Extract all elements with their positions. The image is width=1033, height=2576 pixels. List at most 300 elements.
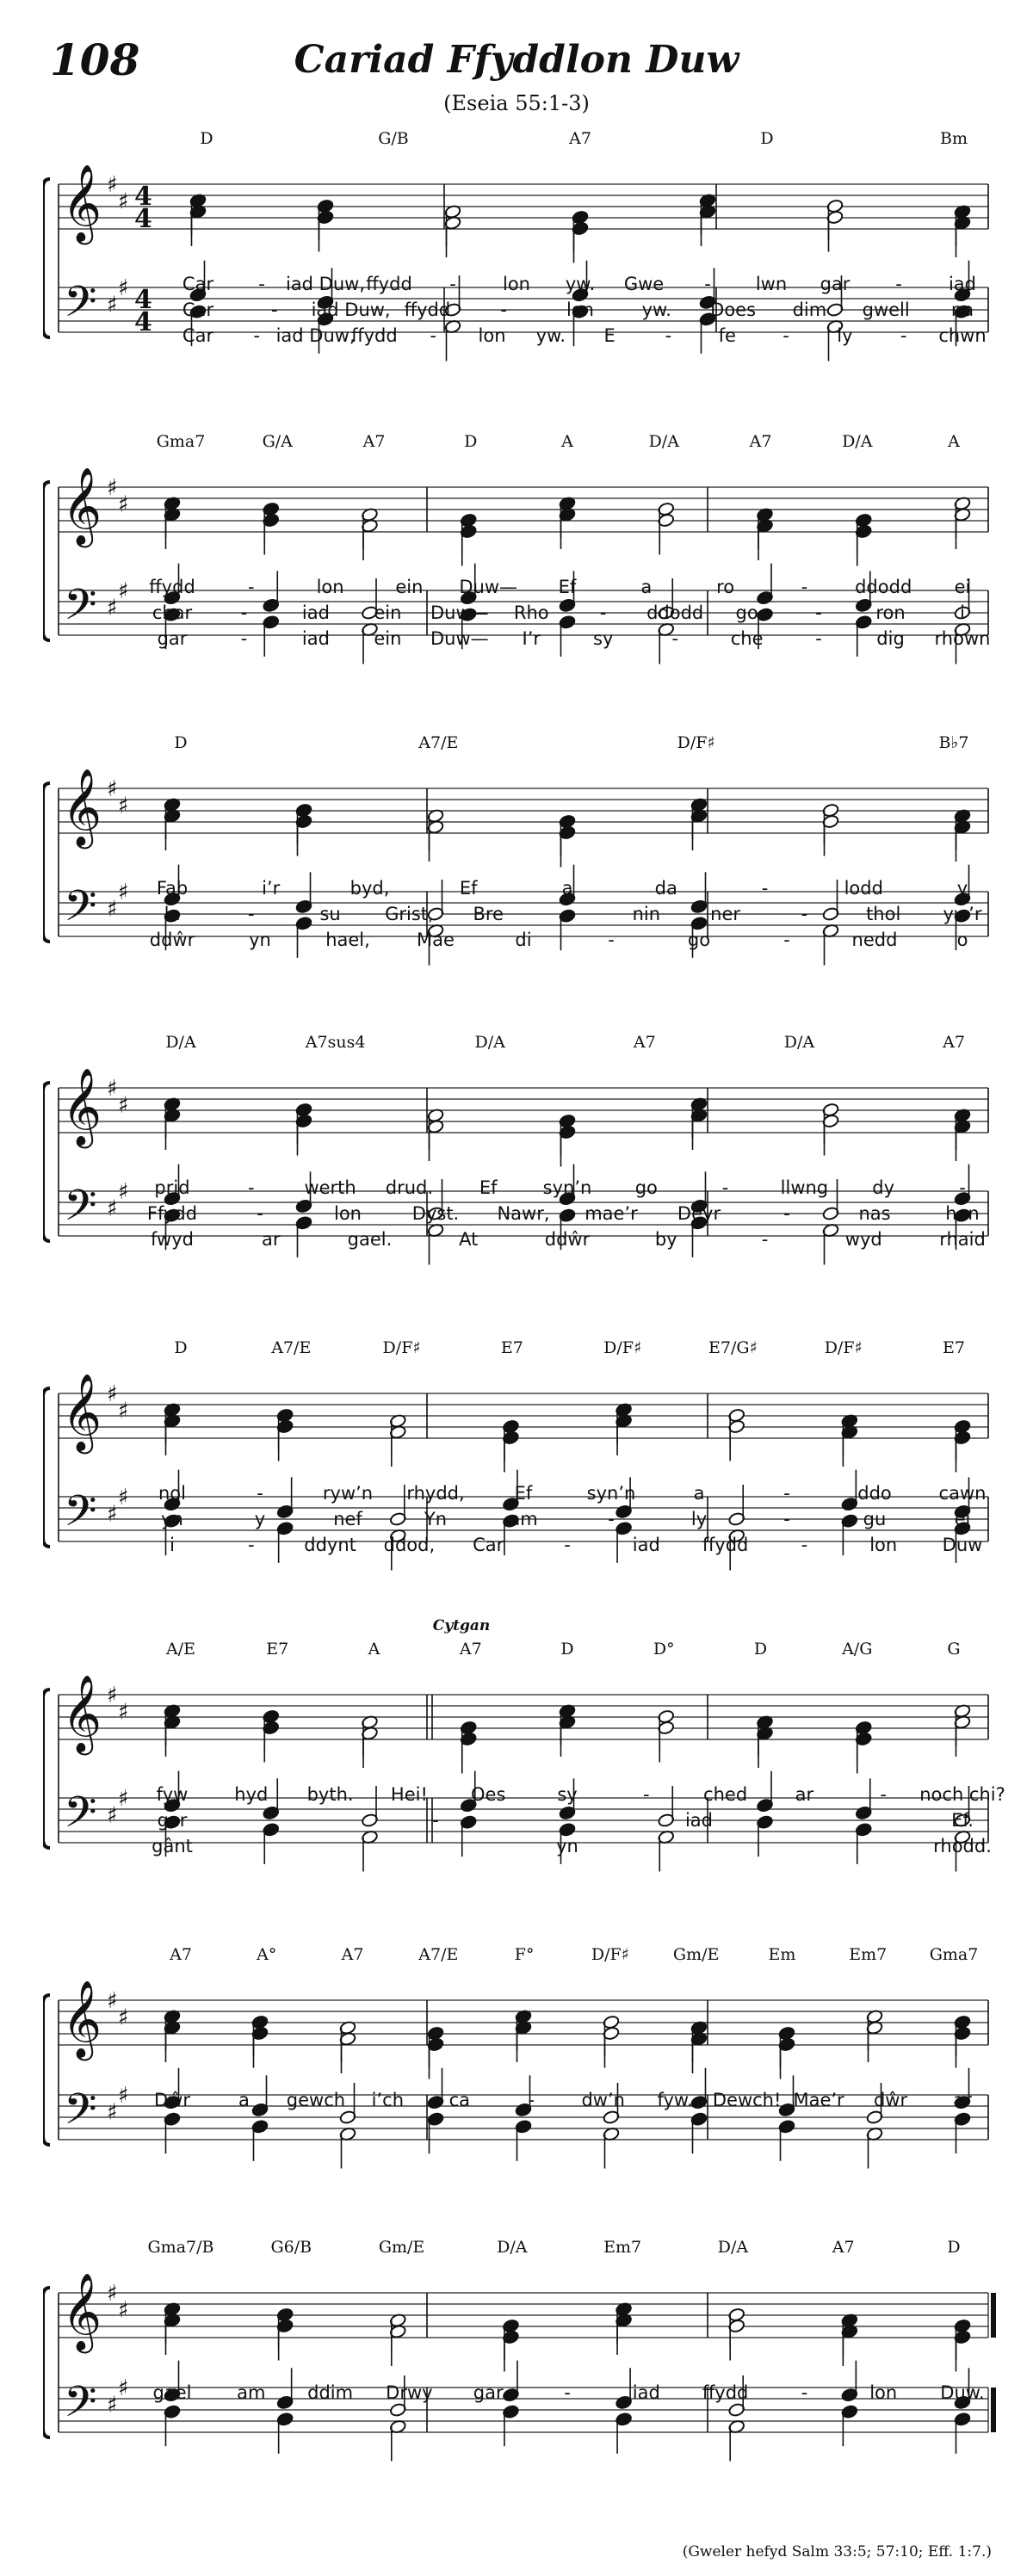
chord-symbol: D	[174, 1338, 188, 1357]
lyric-syllable: rhaid	[939, 1229, 986, 1250]
lyric-syllable: Ffydd	[146, 1203, 198, 1224]
lyric-syllable: o	[956, 930, 968, 950]
lyric-syllable: -	[257, 1203, 263, 1224]
sharp-sign: ♯	[118, 2005, 129, 2031]
lyric-syllable: At	[459, 1229, 479, 1250]
lyric-syllable: ddŵr	[149, 930, 195, 950]
chord-symbol: D/A	[474, 1033, 505, 1052]
lyric-syllable: -	[564, 1535, 571, 1555]
lyric-syllable: iad Duw,	[275, 325, 356, 346]
lyric-syllable: Duw.	[940, 2382, 985, 2403]
chord-symbol: A/G	[842, 1640, 873, 1659]
lyric-syllable: fyw	[156, 1784, 189, 1805]
lyric-syllable: -	[258, 274, 265, 294]
lyric-syllable: mae’r	[585, 1203, 638, 1224]
chord-symbol: D/A	[648, 432, 679, 451]
lyric-syllable: su	[319, 904, 341, 924]
lyric-syllable: -	[880, 1784, 887, 1805]
sharp-sign: ♯	[118, 1485, 129, 1510]
lyric-syllable: ar	[795, 1784, 814, 1805]
lyric-syllable: go	[735, 602, 758, 623]
lyric-syllable: ar	[953, 2090, 972, 2110]
lyric-syllable: ddo	[857, 1483, 892, 1504]
lyric-syllable: -	[599, 602, 607, 623]
lyric-syllable: hon	[945, 1203, 980, 1224]
chord-symbol: A/E	[166, 1640, 195, 1659]
lyric-syllable: yn	[249, 930, 271, 950]
lyric-syllable: gael	[152, 2382, 192, 2403]
lyric-syllable: prid	[154, 1177, 190, 1198]
lyric-syllable: iad	[948, 274, 977, 294]
lyric-syllable: am	[509, 1509, 538, 1529]
lyric-syllable: nol	[158, 1483, 186, 1504]
chord-symbol: Gm/E	[672, 1945, 720, 1964]
lyric-syllable: -	[608, 930, 615, 950]
treble-clef: 𝄞	[62, 1980, 102, 2058]
lyric-syllable: llwng	[780, 1177, 829, 1198]
chord-symbol: D	[560, 1640, 574, 1659]
lyric-syllable: le	[164, 904, 181, 924]
lyric-syllable: iad Duw,	[311, 300, 391, 320]
lyric-syllable: syn’n	[542, 1177, 592, 1198]
chord-symbol: A7	[633, 1033, 656, 1052]
lyric-syllable: dim	[792, 300, 827, 320]
lyric-syllable: nef	[333, 1509, 362, 1529]
lyric-syllable: gael.	[347, 1229, 393, 1250]
lyric-syllable: hael,	[325, 930, 370, 950]
treble-clef: 𝄞	[62, 769, 102, 846]
treble-clef: 𝄞	[62, 164, 102, 242]
lyric-syllable: E	[603, 325, 615, 346]
chord-symbol: Em7	[849, 1945, 888, 1964]
chord-symbol: D	[464, 432, 478, 451]
chord-symbol: D/F♯	[677, 733, 715, 752]
lyric-syllable: y	[254, 1509, 266, 1529]
lyric-syllable: lon	[478, 325, 506, 346]
sharp-sign: ♯	[107, 1802, 118, 1829]
lyric-syllable: ei	[954, 1509, 971, 1529]
lyric-syllable: lon	[869, 2382, 898, 2403]
lyric-syllable: drud.	[385, 1177, 434, 1198]
lyric-syllable: ffydd	[702, 1535, 749, 1555]
lyric-syllable: a	[693, 1483, 705, 1504]
chord-symbol: D°	[653, 1640, 675, 1659]
lyric-syllable: nin	[632, 904, 661, 924]
chord-symbol: E7	[943, 1338, 965, 1357]
chord-symbol: D/A	[783, 1033, 815, 1052]
lyric-syllable: -	[257, 1483, 263, 1504]
bass-clef: 𝄢	[64, 881, 97, 942]
lyric-syllable: ein	[374, 602, 402, 623]
bass-clef: 𝄢	[64, 580, 97, 640]
lyric-syllable: fe	[718, 325, 736, 346]
lyric-syllable: I’r	[522, 628, 541, 649]
sharp-sign: ♯	[118, 1786, 129, 1812]
lyric-syllable: by	[654, 1229, 677, 1250]
lyric-syllable: i’r	[262, 878, 281, 899]
lyric-syllable: ched	[703, 1784, 748, 1805]
lyric-syllable: ffydd	[149, 577, 195, 597]
lyric-syllable: rhydd,	[406, 1483, 465, 1504]
lyric-syllable: ddŵr	[544, 1229, 591, 1250]
lyric-syllable: dig	[876, 628, 905, 649]
bass-clef: 𝄢	[64, 1181, 97, 1241]
lyric-syllable: Ef	[459, 878, 478, 899]
lyric-syllable: -	[430, 325, 437, 346]
lyric-syllable: dŵr	[873, 2090, 908, 2110]
lyric-syllable: -	[895, 274, 902, 294]
lyric-syllable: Ef	[479, 1177, 498, 1198]
lyric-syllable: ly	[690, 1509, 708, 1529]
lyric-syllable: gânt	[152, 1836, 193, 1856]
music-system	[43, 1617, 1005, 1937]
music-system	[43, 1945, 999, 2229]
lyric-syllable: Fab	[156, 878, 189, 899]
staff-graphic	[43, 1945, 999, 2229]
lyric-syllable: iad	[684, 1810, 714, 1831]
lyric-syllable: -	[240, 602, 248, 623]
sharp-sign: ♯	[118, 275, 129, 301]
lyric-syllable: -	[240, 628, 248, 649]
chord-symbol: G/B	[378, 129, 409, 148]
chord-symbol: D/F♯	[603, 1338, 642, 1357]
lyric-syllable: go	[687, 930, 711, 950]
chord-symbol: A7	[943, 1033, 965, 1052]
lyric-syllable: Yn	[424, 1509, 448, 1529]
chord-symbol: A7sus4	[305, 1033, 366, 1052]
treble-clef: 𝄞	[62, 2273, 102, 2351]
lyric-syllable: iad	[301, 628, 330, 649]
lyric-syllable: -	[783, 1483, 790, 1504]
lyric-syllable: yw.	[565, 274, 596, 294]
chord-symbol: A7/E	[418, 733, 459, 752]
lyric-syllable: -	[801, 2382, 808, 2403]
lyric-syllable: Duw	[942, 1535, 983, 1555]
lyric-syllable: iad	[632, 2382, 660, 2403]
lyric-syllable: i	[960, 602, 965, 623]
chord-symbol: D/A	[717, 2238, 749, 2257]
sharp-sign: ♯	[118, 2297, 129, 2324]
lyric-syllable: -	[671, 628, 678, 649]
lyric-syllable: ddod,	[383, 1535, 436, 1555]
lyric-syllable: ner	[710, 904, 741, 924]
lyric-syllable: -	[528, 2090, 535, 2110]
lyric-syllable: Rho	[513, 602, 549, 623]
lyric-syllable: iad Duw,	[285, 274, 366, 294]
chord-symbol: A7/E	[418, 1945, 459, 1964]
chord-symbol: A7/E	[271, 1338, 312, 1357]
scripture-reference: (Eseia 55:1-3)	[443, 91, 590, 115]
lyric-syllable: a	[561, 878, 573, 899]
lyric-syllable: ron	[875, 602, 906, 623]
lyric-syllable: -	[783, 1509, 790, 1529]
lyric-syllable: a	[238, 2090, 250, 2110]
sharp-sign: ♯	[107, 595, 118, 621]
lyric-syllable: nedd	[851, 930, 898, 950]
chord-symbol: Gma7	[929, 1945, 979, 1964]
sharp-sign: ♯	[118, 1398, 129, 1424]
sharp-sign: ♯	[118, 880, 129, 905]
refrain-label: Cytgan	[432, 1617, 491, 1634]
lyric-syllable: Nawr,	[497, 1203, 550, 1224]
time-signature-digit: 4	[134, 285, 152, 315]
sharp-sign: ♯	[107, 1381, 118, 1407]
chord-symbol: A7	[749, 432, 772, 451]
chord-symbol: A7	[459, 1640, 482, 1659]
music-system	[43, 129, 999, 422]
music-system	[43, 1338, 999, 1635]
lyric-syllable: i’ch	[371, 2090, 405, 2110]
chord-symbol: A7	[569, 129, 591, 148]
lyric-syllable: cawn	[938, 1483, 987, 1504]
lyric-syllable: noch chi?	[919, 1784, 1005, 1805]
lyric-syllable: -	[815, 602, 822, 623]
sharp-sign: ♯	[107, 1195, 118, 1222]
lyric-syllable: Car	[182, 325, 214, 346]
bass-clef: 𝄢	[64, 2377, 97, 2437]
chord-symbol: D	[174, 733, 188, 752]
lyric-syllable: byd,	[349, 878, 390, 899]
lyric-syllable: Oes	[470, 1784, 506, 1805]
lyric-syllable: ly	[837, 325, 853, 346]
lyric-syllable: lon	[503, 274, 530, 294]
lyric-syllable: ei	[954, 577, 971, 597]
lyric-syllable: dy	[872, 1177, 895, 1198]
lyric-syllable: gar	[157, 1810, 188, 1831]
sharp-sign: ♯	[107, 1988, 118, 2014]
lyric-syllable: Grist,	[385, 904, 434, 924]
lyric-syllable: hyd	[234, 1784, 269, 1805]
lyric-syllable: -	[643, 1784, 650, 1805]
chord-symbol: D/F♯	[591, 1945, 629, 1964]
time-signature-digit: 4	[134, 307, 152, 337]
sharp-sign: ♯	[118, 491, 129, 518]
lyric-syllable: -	[253, 325, 261, 346]
lyric-syllable: -	[564, 904, 571, 924]
chord-symbol: D/F♯	[382, 1338, 421, 1357]
time-signature-digit: 4	[134, 204, 152, 234]
lyric-syllable: lwn	[755, 274, 788, 294]
lyric-syllable: dw’n	[581, 2090, 625, 2110]
lyric-syllable: rhown	[934, 628, 991, 649]
lyric-syllable: ro	[716, 577, 735, 597]
chord-symbol: D/F♯	[824, 1338, 863, 1357]
chord-symbol: B♭7	[938, 733, 969, 752]
lyric-syllable: -	[564, 2382, 571, 2403]
lyric-syllable: che	[730, 628, 764, 649]
lyric-syllable: -	[248, 1535, 255, 1555]
music-system	[43, 733, 999, 1026]
lyric-syllable: byth.	[306, 1784, 354, 1805]
lyric-syllable: gu	[863, 1509, 887, 1529]
chord-symbol: A7	[341, 1945, 364, 1964]
hymn-number: 108	[50, 34, 140, 85]
chord-symbol: G	[947, 1640, 961, 1659]
time-signature-digit: 4	[134, 182, 152, 212]
chord-symbol: G/A	[262, 432, 293, 451]
lyric-syllable: gwell	[862, 300, 910, 320]
lyric-syllable: da	[654, 878, 677, 899]
sharp-sign: ♯	[107, 475, 118, 501]
lyric-syllable: Ef	[514, 1483, 533, 1504]
lyric-syllable: lon	[566, 300, 594, 320]
treble-clef: 𝄞	[62, 467, 102, 545]
chord-symbol: Em7	[603, 2238, 642, 2257]
chord-symbol: Gma7	[156, 432, 206, 451]
lyric-syllable: -	[248, 577, 255, 597]
sharp-sign: ♯	[107, 1076, 118, 1102]
lyric-syllable: ca	[448, 2090, 471, 2110]
sharp-sign: ♯	[118, 793, 129, 819]
lyric-syllable: ffydd	[366, 274, 412, 294]
chord-symbol: A7	[832, 2238, 855, 2257]
lyric-syllable: ffydd	[702, 2382, 749, 2403]
chord-symbol: D/A	[165, 1033, 196, 1052]
bass-clef: 𝄢	[64, 1486, 97, 1547]
lyric-syllable: Dyst.	[411, 1203, 460, 1224]
lyric-syllable: Deyr	[677, 1203, 721, 1224]
bass-clef: 𝄢	[64, 2085, 97, 2145]
treble-clef: 𝄞	[62, 1374, 102, 1451]
lyric-syllable: werth	[304, 1177, 356, 1198]
lyric-syllable: sy	[593, 628, 614, 649]
lyric-syllable: -	[721, 1177, 729, 1198]
lyric-syllable: wyd	[844, 1229, 882, 1250]
treble-clef: 𝄞	[62, 1675, 102, 1752]
chord-symbol: D	[200, 129, 213, 148]
lyric-syllable: gewch	[286, 2090, 346, 2110]
chord-symbol: D/A	[842, 432, 873, 451]
chord-symbol: A	[948, 432, 960, 451]
lyric-syllable: Duw—	[430, 628, 489, 649]
lyric-syllable: -	[782, 325, 789, 346]
treble-clef: 𝄞	[62, 1068, 102, 1146]
sharp-sign: ♯	[118, 1092, 129, 1119]
lyric-syllable: yn	[161, 1509, 183, 1529]
lyric-syllable: Gwe	[623, 274, 665, 294]
footnote: (Gweler hefyd Salm 33:5; 57:10; Eff. 1:7.)	[682, 2543, 992, 2561]
sharp-sign: ♯	[107, 1683, 118, 1708]
lyric-syllable: thol	[866, 904, 901, 924]
music-system	[43, 1033, 999, 1330]
lyric-syllable: fyw.	[657, 2090, 693, 2110]
lyric-syllable: -	[783, 1203, 790, 1224]
lyric-syllable: -	[271, 300, 278, 320]
music-system	[43, 2238, 999, 2522]
bass-clef: 𝄢	[64, 277, 97, 337]
lyric-syllable: yw.	[641, 300, 671, 320]
lyric-syllable: gar	[473, 2382, 504, 2403]
lyric-syllable: -	[959, 1177, 966, 1198]
chord-symbol: D/A	[497, 2238, 528, 2257]
lyric-syllable: Ef.	[951, 1810, 974, 1831]
lyric-syllable: Hei!	[390, 1784, 428, 1805]
lyric-syllable: -	[665, 325, 672, 346]
lyric-syllable: Bre	[473, 904, 504, 924]
lyric-syllable: y	[956, 878, 968, 899]
lyric-syllable: ddodd	[855, 577, 912, 597]
lyric-syllable: syn’n	[586, 1483, 636, 1504]
lyric-syllable: Does	[710, 300, 757, 320]
sharp-sign: ♯	[107, 2281, 118, 2307]
chord-symbol: Em	[768, 1945, 796, 1964]
lyric-syllable: am	[237, 2382, 266, 2403]
lyric-syllable: ar	[261, 1229, 281, 1250]
chord-symbol: E7/G♯	[708, 1338, 758, 1357]
lyric-syllable: i	[170, 1535, 175, 1555]
sharp-sign: ♯	[107, 2099, 118, 2126]
lyric-syllable: ddodd	[646, 602, 704, 623]
lyric-syllable: ryw’n	[322, 1483, 374, 1504]
lyric-syllable: Ef	[558, 577, 577, 597]
lyric-syllable: lon	[316, 577, 344, 597]
sharp-sign: ♯	[107, 1501, 118, 1528]
lyric-syllable: Drwy	[386, 2382, 433, 2403]
lyric-syllable: a	[640, 577, 653, 597]
lyric-syllable: Car	[182, 300, 214, 320]
chord-symbol: D	[760, 129, 774, 148]
lyric-syllable: gar	[820, 274, 851, 294]
lyric-syllable: rhodd.	[933, 1836, 992, 1856]
lyric-syllable: Car	[473, 1535, 504, 1555]
lyric-syllable: iad	[301, 602, 330, 623]
sharp-sign: ♯	[107, 2392, 118, 2418]
lyric-syllable: ffydd	[351, 325, 398, 346]
lyric-syllable: -	[900, 325, 907, 346]
lyric-syllable: yw’r	[943, 904, 982, 924]
lyric-syllable: -	[783, 930, 790, 950]
lyric-syllable: di	[515, 930, 532, 950]
lyric-syllable: yw.	[535, 325, 566, 346]
lyric-syllable: -	[704, 274, 711, 294]
lyric-syllable: nas	[858, 1203, 891, 1224]
chord-symbol: A	[368, 1640, 380, 1659]
lyric-syllable: sy	[557, 1784, 578, 1805]
lyric-syllable: Car	[182, 274, 214, 294]
lyric-syllable: -	[801, 904, 808, 924]
sharp-sign: ♯	[118, 578, 129, 604]
lyric-syllable: -	[500, 300, 507, 320]
lyric-syllable: -	[761, 878, 769, 899]
lyric-syllable: Dewch!	[712, 2090, 782, 2110]
lyric-syllable: -	[761, 1229, 769, 1250]
sharp-sign: ♯	[107, 776, 118, 802]
chord-symbol: F°	[514, 1945, 535, 1964]
sharp-sign: ♯	[118, 2375, 129, 2401]
lyric-syllable: Duw—	[459, 577, 518, 597]
lyric-syllable: -	[432, 1810, 439, 1831]
lyric-syllable: yn	[556, 1836, 578, 1856]
chord-symbol: A7	[362, 432, 386, 451]
chord-symbol: A7	[170, 1945, 192, 1964]
lyric-syllable: -	[801, 577, 808, 597]
lyric-syllable: -	[815, 628, 822, 649]
lyric-syllable: Mae	[417, 930, 455, 950]
chord-symbol: Gma7/B	[147, 2238, 214, 2257]
lyric-syllable: Mae’r	[793, 2090, 844, 2110]
sharp-sign: ♯	[107, 172, 118, 198]
lyric-syllable: ddynt	[304, 1535, 356, 1555]
lyric-syllable: go	[634, 1177, 658, 1198]
lyric-syllable: ddim	[307, 2382, 354, 2403]
sharp-sign: ♯	[118, 2083, 129, 2109]
sharp-sign: ♯	[118, 1179, 129, 1205]
lyric-syllable: lon	[869, 1535, 898, 1555]
chord-symbol: D	[753, 1640, 768, 1659]
sharp-sign: ♯	[118, 188, 129, 215]
lyric-syllable: chwn	[938, 325, 987, 346]
chord-symbol: Bm	[940, 129, 968, 148]
